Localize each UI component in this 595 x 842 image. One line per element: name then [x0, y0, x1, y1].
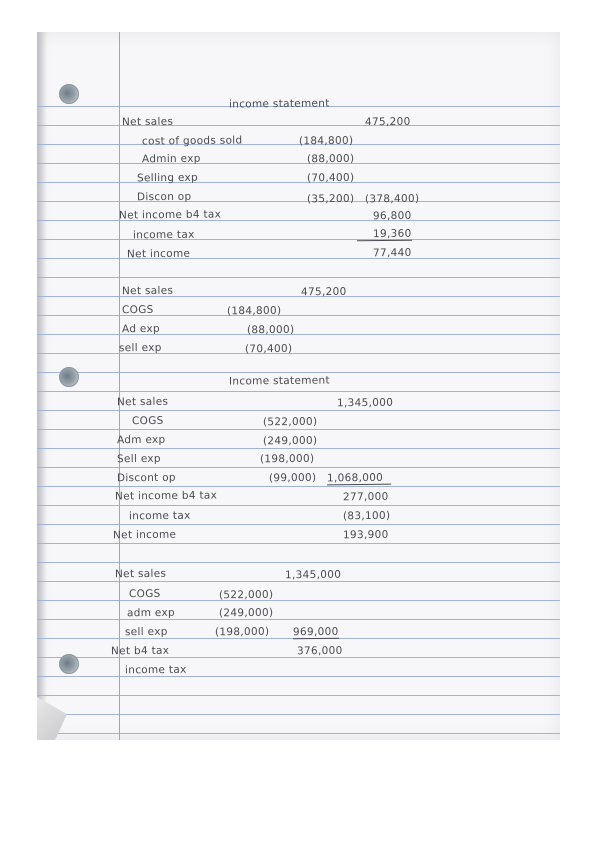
- margin-line: [119, 32, 120, 740]
- notebook-page: [37, 32, 560, 740]
- ruled-line: [37, 486, 560, 487]
- line-total: 969,000: [292, 625, 339, 639]
- line-label: Net income: [126, 247, 191, 261]
- line-value: 1,345,000: [336, 396, 394, 410]
- line-value: (249,000): [218, 606, 274, 620]
- line-value: (70,400): [306, 171, 355, 185]
- line-value: 475,200: [300, 285, 347, 299]
- line-label: COGS: [121, 303, 154, 317]
- line-label: Discon op: [136, 190, 192, 204]
- line-value: 475,200: [364, 115, 411, 129]
- line-value: (88,000): [246, 323, 295, 337]
- line-value: (184,800): [226, 304, 282, 318]
- ruled-line: [37, 391, 560, 392]
- ruled-line: [37, 296, 560, 297]
- line-label: Net income b4 tax: [114, 489, 218, 503]
- line-value: (198,000): [259, 452, 315, 466]
- ruled-line: [37, 524, 560, 525]
- line-value: 277,000: [342, 490, 389, 504]
- ruled-line: [37, 372, 560, 373]
- line-label: cost of goods sold: [141, 134, 243, 148]
- ruled-line: [37, 676, 560, 677]
- ruled-line: [37, 125, 560, 126]
- ruled-line: [37, 182, 560, 183]
- ruled-line: [37, 543, 560, 544]
- line-label: Sell exp: [116, 452, 161, 466]
- ruled-line: [37, 467, 560, 468]
- line-label: income tax: [124, 663, 187, 677]
- ruled-line: [37, 239, 560, 240]
- line-total: (378,400): [364, 192, 420, 206]
- line-label: Adm exp: [116, 433, 166, 447]
- line-value: 193,900: [342, 528, 389, 542]
- line-label: Net sales: [121, 115, 174, 129]
- ruled-line: [37, 201, 560, 202]
- line-label: Net income b4 tax: [118, 208, 222, 222]
- ruled-line: [37, 315, 560, 316]
- ruled-line: [37, 619, 560, 620]
- line-label: Net sales: [116, 395, 169, 409]
- line-value: 376,000: [296, 644, 343, 658]
- punch-hole: [59, 84, 79, 104]
- punch-hole: [59, 654, 79, 674]
- line-label: sell exp: [124, 625, 168, 639]
- line-label: sell exp: [118, 341, 162, 355]
- line-label: Admin exp: [141, 152, 201, 166]
- line-label: Net income: [112, 528, 177, 542]
- line-value: (522,000): [218, 588, 274, 602]
- line-value: 77,440: [372, 246, 412, 260]
- line-label: COGS: [131, 414, 164, 428]
- line-value: 1,345,000: [284, 568, 342, 582]
- ruled-line: [37, 258, 560, 259]
- line-total: 1,068,000: [327, 472, 391, 486]
- line-label: COGS: [128, 587, 161, 601]
- line-value: (70,400): [244, 342, 293, 356]
- ruled-line: [37, 505, 560, 506]
- line-label: adm exp: [126, 606, 175, 620]
- line-label: income tax: [128, 509, 191, 523]
- statement-title: income statement: [228, 97, 330, 111]
- ruled-line: [37, 410, 560, 411]
- statement-title: Income statement: [228, 374, 330, 388]
- line-value: (88,000): [306, 152, 355, 166]
- line-value: (35,200): [306, 192, 355, 206]
- line-value: (522,000): [262, 415, 318, 429]
- ruled-line: [37, 733, 560, 734]
- line-value: 19,360: [357, 228, 412, 242]
- ruled-line: [37, 600, 560, 601]
- line-value: 96,800: [372, 209, 412, 223]
- ruled-line: [37, 562, 560, 563]
- line-label: Net sales: [121, 284, 174, 298]
- line-label: Net sales: [114, 567, 167, 581]
- punch-hole: [59, 367, 79, 387]
- ruled-line: [37, 220, 560, 221]
- line-value: (83,100): [342, 509, 391, 523]
- ruled-line: [37, 277, 560, 278]
- ruled-line: [37, 429, 560, 430]
- line-label: income tax: [132, 228, 195, 242]
- line-value: (184,800): [298, 134, 354, 148]
- line-value: (249,000): [262, 434, 318, 448]
- ruled-line: [37, 163, 560, 164]
- line-label: Discont op: [116, 471, 176, 485]
- line-label: Net b4 tax: [110, 644, 170, 658]
- ruled-line: [37, 714, 560, 715]
- ruled-line: [37, 334, 560, 335]
- ruled-line: [37, 353, 560, 354]
- line-label: Ad exp: [121, 322, 161, 336]
- line-label: Selling exp: [136, 171, 199, 185]
- line-value: (198,000): [214, 625, 270, 639]
- ruled-line: [37, 695, 560, 696]
- line-value: (99,000): [268, 471, 317, 485]
- ruled-line: [37, 448, 560, 449]
